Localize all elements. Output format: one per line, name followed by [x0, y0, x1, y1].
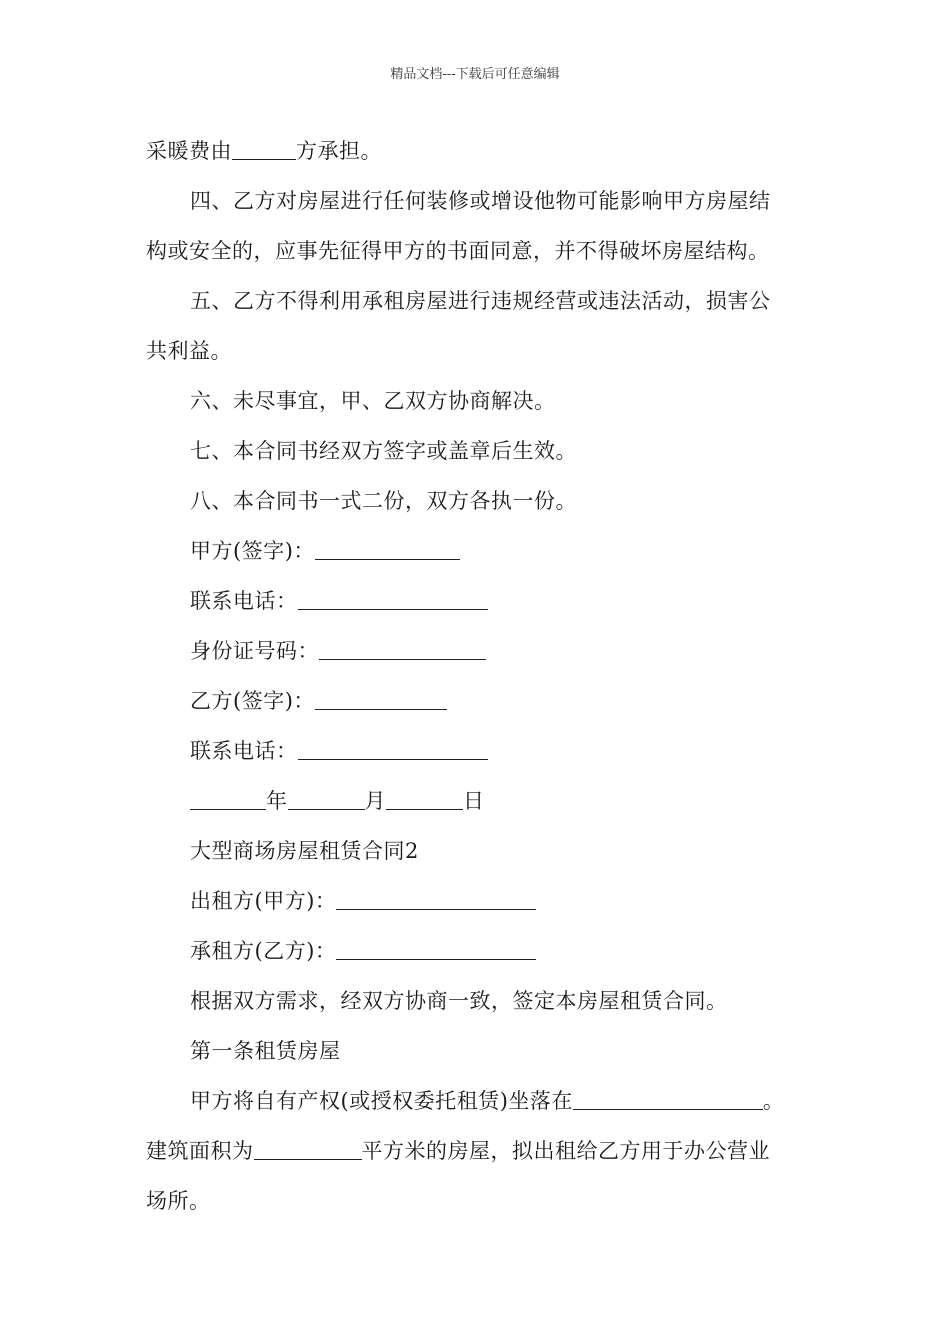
- clause-6: 六、未尽事宜，甲、乙双方协商解决。: [190, 389, 556, 413]
- party-a-phone-blank[interactable]: [298, 589, 488, 610]
- party-b-signature-blank[interactable]: [315, 689, 447, 710]
- line-text: 甲方将自有产权(或授权委托租赁)坐落在: [190, 1089, 573, 1113]
- line-text: 方承担。: [296, 139, 382, 163]
- party-a-id-blank[interactable]: [319, 639, 486, 660]
- date-row: [190, 786, 485, 816]
- clause-5-line-2: 共利益。: [146, 339, 232, 363]
- clause-5-line-1: 五、乙方不得利用承租房屋进行违规经营或违法活动，损害公: [190, 289, 771, 313]
- line-text: 建筑面积为: [146, 1139, 254, 1163]
- lessee-blank[interactable]: [336, 939, 536, 960]
- day-label: 日: [463, 789, 485, 813]
- preamble: 根据双方需求，经双方协商一致，签定本房屋租赁合同。: [190, 989, 728, 1013]
- lessee-row: [190, 936, 536, 966]
- party-b-signature-label: 乙方(签字)：: [190, 689, 315, 713]
- area-blank[interactable]: [254, 1139, 362, 1160]
- party-b-phone-row: [190, 736, 488, 766]
- party-a-phone-label: 联系电话：: [190, 589, 298, 613]
- article-1-line-3: 场所。: [146, 1189, 211, 1213]
- month-blank[interactable]: [288, 789, 365, 810]
- party-a-signature-label: 甲方(签字)：: [190, 539, 315, 563]
- lessor-label: 出租方(甲方)：: [190, 889, 337, 913]
- location-blank[interactable]: [573, 1089, 763, 1110]
- contract-title: 大型商场房屋租赁合同2: [190, 839, 419, 863]
- clause-8: 八、本合同书一式二份，双方各执一份。: [190, 489, 577, 513]
- line-text: 采暖费由: [146, 139, 232, 163]
- party-a-signature-blank[interactable]: [315, 539, 460, 560]
- article-1-line-1: [190, 1086, 784, 1116]
- article-1-heading: 第一条租赁房屋: [190, 1039, 341, 1063]
- clause-4-line-1: 四、乙方对房屋进行任何装修或增设他物可能影响甲方房屋结: [190, 189, 771, 213]
- year-label: 年: [266, 789, 288, 813]
- party-b-signature-row: [190, 686, 447, 716]
- fill-blank[interactable]: [232, 139, 296, 160]
- year-blank[interactable]: [190, 789, 266, 810]
- party-b-phone-label: 联系电话：: [190, 739, 298, 763]
- lessor-row: [190, 886, 536, 916]
- party-a-signature-row: [190, 536, 460, 566]
- party-b-phone-blank[interactable]: [298, 739, 488, 760]
- day-blank[interactable]: [386, 789, 463, 810]
- party-a-phone-row: [190, 586, 488, 616]
- lessor-blank[interactable]: [336, 889, 536, 910]
- party-a-id-row: [190, 636, 486, 666]
- line-text: 。: [762, 1089, 785, 1113]
- article-1-line-2: [146, 1136, 770, 1166]
- month-label: 月: [364, 789, 386, 813]
- party-a-id-label: 身份证号码：: [190, 639, 319, 663]
- line-text: 平方米的房屋，拟出租给乙方用于办公营业: [361, 1139, 770, 1163]
- clause-4-line-2: 构或安全的，应事先征得甲方的书面同意，并不得破坏房屋结构。: [146, 239, 770, 263]
- clause-7: 七、本合同书经双方签字或盖章后生效。: [190, 439, 577, 463]
- page-header: 精品文档---下载后可任意编辑: [390, 67, 560, 82]
- paragraph-line: [146, 136, 382, 166]
- lessee-label: 承租方(乙方)：: [190, 939, 337, 963]
